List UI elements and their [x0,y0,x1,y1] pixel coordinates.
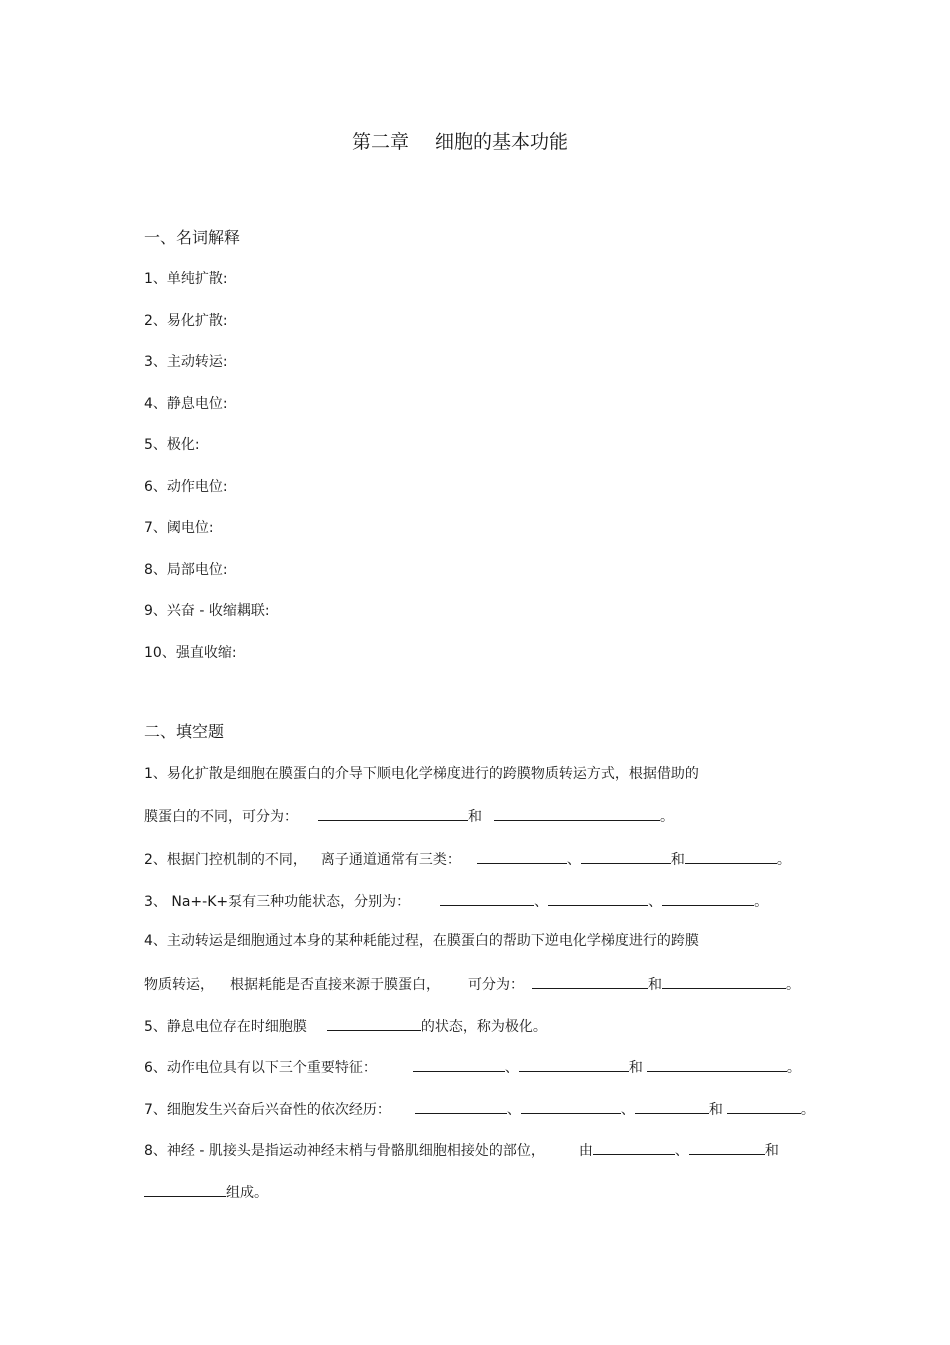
question-8-line1 [144,1139,779,1160]
answer-blank[interactable] [494,805,660,821]
punctuation: 。 [660,809,674,825]
answer-blank[interactable] [548,890,648,906]
question-text: 6、动作电位具有以下三个重要特征： [144,1060,377,1076]
term-item: 10、强直收缩: [144,645,237,661]
answer-blank[interactable] [144,1181,226,1197]
answer-blank[interactable] [318,805,468,821]
question-text: 5、静息电位存在时细胞膜 [144,1019,307,1035]
punctuation: 。 [776,852,791,868]
question-text: 8、神经 - 肌接头是指运动神经末梢与骨骼肌细胞相接处的部位， [144,1143,545,1159]
question-7 [144,1098,815,1119]
answer-blank[interactable] [413,1056,505,1072]
question-text: 7、细胞发生兴奋后兴奋性的依次经历： [144,1102,391,1118]
punctuation: 。 [754,894,769,910]
section-heading-fill-in: 二、填空题 [144,722,225,741]
conjunction: 和 [468,809,482,825]
question-1-line2 [144,805,674,826]
answer-blank[interactable] [477,848,567,864]
separator: 、 [506,1102,521,1118]
question-text: 根据耗能是否直接来源于膜蛋白， [230,977,440,993]
term-item: 5、极化: [144,437,200,453]
separator: 、 [674,1143,689,1159]
answer-blank[interactable] [593,1139,675,1155]
question-text: 2、根据门控机制的不同， [144,852,307,868]
answer-blank[interactable] [415,1098,507,1114]
answer-blank[interactable] [647,1056,787,1072]
separator: 、 [566,852,581,868]
punctuation: 。 [800,1102,815,1118]
question-text: 组成。 [226,1185,268,1201]
term-item: 3、主动转运: [144,354,228,370]
separator: 、 [620,1102,635,1118]
question-text: 的状态，称为极化。 [420,1019,547,1035]
answer-blank[interactable] [662,890,754,906]
term-item: 8、局部电位: [144,562,228,578]
conjunction: 和 [628,1060,643,1076]
term-item: 1、单纯扩散: [144,271,228,287]
chapter-number: 第二章 [352,131,410,153]
answer-blank[interactable] [662,973,786,989]
answer-blank[interactable] [635,1098,709,1114]
term-item: 2、易化扩散: [144,313,228,329]
conjunction: 和 [764,1143,779,1159]
question-1-line1: 1、易化扩散是细胞在膜蛋白的介导下顺电化学梯度进行的跨膜物质转运方式，根据借助的 [144,766,699,782]
term-item: 9、兴奋 - 收缩耦联: [144,603,270,619]
question-4-line2 [144,973,800,994]
question-8-line2 [144,1181,268,1202]
question-4-line1: 4、主动转运是细胞通过本身的某种耗能过程，在膜蛋白的帮助下逆电化学梯度进行的跨膜 [144,933,699,949]
question-text: 可分为： [468,977,524,993]
answer-blank[interactable] [521,1098,621,1114]
page-title [352,130,568,154]
answer-blank[interactable] [685,848,777,864]
question-text: 离子通道通常有三类： [320,852,461,868]
conjunction: 和 [648,977,662,993]
punctuation: 。 [786,977,800,993]
answer-blank[interactable] [440,890,534,906]
question-2 [144,848,791,869]
term-item: 6、动作电位: [144,479,228,495]
separator: 、 [534,894,549,910]
answer-blank[interactable] [581,848,671,864]
answer-blank[interactable] [327,1015,421,1031]
separator: 、 [648,894,663,910]
section-heading-terms: 一、名词解释 [144,228,241,247]
question-3 [144,890,768,911]
term-item: 4、静息电位: [144,396,228,412]
answer-blank[interactable] [519,1056,629,1072]
chapter-name: 细胞的基本功能 [435,131,569,153]
answer-blank[interactable] [727,1098,801,1114]
conjunction: 和 [670,852,685,868]
question-text: 3、 Na+-K+泵有三种功能状态，分别为： [144,894,411,910]
term-item: 7、阈电位: [144,520,214,536]
answer-blank[interactable] [689,1139,765,1155]
question-text: 膜蛋白的不同，可分为： [144,809,298,825]
question-6 [144,1056,801,1077]
separator: 、 [504,1060,519,1076]
question-5 [144,1015,547,1036]
answer-blank[interactable] [532,973,648,989]
question-text: 物质转运， [144,977,214,993]
punctuation: 。 [786,1060,801,1076]
conjunction: 和 [708,1102,723,1118]
preposition: 由 [578,1143,593,1159]
